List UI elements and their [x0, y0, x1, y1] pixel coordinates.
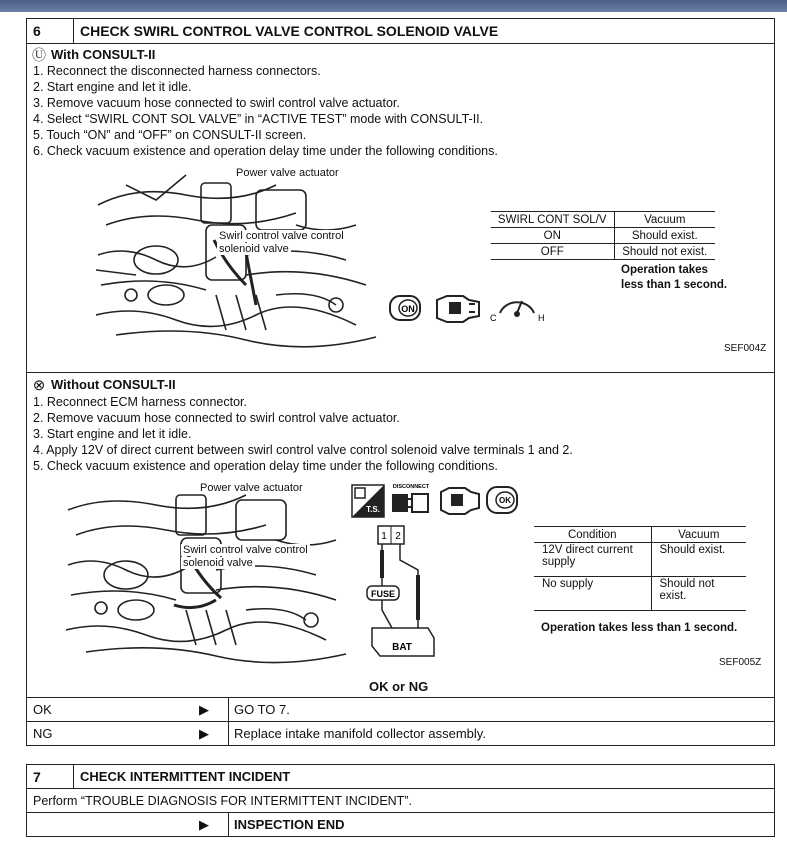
gauge-h-label: H	[538, 313, 545, 323]
terminal-2-label: 2	[395, 531, 401, 542]
table-cell: 12V direct current supply	[534, 543, 651, 577]
note-line: Operation takes	[621, 264, 708, 276]
table-cell: OFF	[491, 244, 614, 260]
ts-icon	[351, 484, 385, 518]
step-item: 1. Reconnect ECM harness connector.	[33, 395, 248, 409]
callout-solenoid-valve-1a: Swirl control valve control	[219, 230, 344, 242]
step-item: 3. Remove vacuum hose connected to swirl control valve actuator.	[33, 96, 400, 110]
arrow-right-icon: ▶	[199, 702, 209, 717]
temperature-gauge-icon	[486, 293, 548, 325]
ts-icon-text: T.S.	[366, 505, 380, 514]
figure-code-sef005z: SEF005Z	[719, 657, 762, 668]
ignition-ok-icon	[485, 484, 521, 516]
arrow-right-icon: ▶	[199, 817, 209, 832]
step-item: 2. Start engine and let it idle.	[33, 80, 192, 94]
step-item: 6. Check vacuum existence and operation delay time under the following conditions.	[33, 144, 498, 158]
table-header: SWIRL CONT SOL/V	[491, 212, 614, 228]
table-header: Condition	[534, 527, 651, 543]
disconnect-icon-text: DISCONNECT	[392, 484, 430, 490]
operation-note-2: Operation takes less than 1 second.	[541, 622, 738, 634]
ignition-on-icon	[388, 293, 424, 323]
gauge-c-label: C	[490, 313, 497, 323]
consult-icon: Ⓤ	[32, 46, 46, 63]
step-item: 4. Select “SWIRL CONT SOL VALVE” in “ACTIVE TEST” mode with CONSULT-II.	[33, 112, 484, 126]
step-item: 2. Remove vacuum hose connected to swirl control valve actuator.	[33, 411, 400, 425]
callout-solenoid-valve-1b: solenoid valve	[219, 243, 289, 255]
step-item: 3. Start engine and let it idle.	[33, 427, 192, 441]
table-cell: Should not exist.	[659, 578, 715, 602]
result-ok-action[interactable]: GO TO 7.	[234, 702, 290, 717]
without-consult-steps	[33, 394, 573, 474]
arrow-right-icon: ▶	[199, 726, 209, 741]
step-item: 5. Touch “ON” and “OFF” on CONSULT-II screen.	[33, 128, 307, 142]
engine-icon-2	[437, 484, 483, 516]
callout-power-valve-actuator-2: Power valve actuator	[200, 482, 303, 494]
step7-number: 7	[33, 769, 41, 785]
disconnect-icon	[388, 482, 434, 518]
table-header: Vacuum	[644, 213, 686, 226]
table-cell: Should exist.	[659, 544, 726, 556]
step-item: 5. Check vacuum existence and operation delay time under the following conditions.	[33, 459, 498, 473]
without-consult-heading	[32, 377, 176, 392]
terminal-1-label: 1	[381, 531, 387, 542]
step6-number: 6	[33, 23, 41, 39]
result-ng-action: Replace intake manifold collector assembly.	[234, 726, 486, 741]
operation-note-1	[621, 263, 727, 293]
window-top-bar	[0, 0, 787, 12]
step-item: 1. Reconnect the disconnected harness connectors.	[33, 64, 321, 78]
condition-vacuum-table	[534, 526, 746, 611]
result-ok-label: OK	[33, 702, 52, 717]
engine-running-icon	[433, 292, 483, 324]
inspection-end-label: INSPECTION END	[234, 817, 345, 832]
callout-power-valve-actuator-1: Power valve actuator	[236, 167, 339, 179]
step7-title: CHECK INTERMITTENT INCIDENT	[80, 769, 291, 784]
swirl-sol-vacuum-table	[491, 211, 715, 260]
with-consult-heading	[32, 47, 155, 62]
engine-illustration-1	[96, 165, 386, 355]
with-consult-label: With CONSULT-II	[51, 47, 156, 62]
step7-body: Perform “TROUBLE DIAGNOSIS FOR INTERMITTENT INCIDENT”.	[33, 794, 412, 808]
note-line: less than 1 second.	[621, 279, 728, 291]
with-consult-steps	[33, 63, 498, 159]
battery-wiring-diagram	[352, 520, 442, 660]
table-header: Vacuum	[678, 528, 720, 541]
callout-solenoid-valve-2a: Swirl control valve control	[183, 544, 308, 556]
battery-label: BAT	[392, 642, 412, 653]
engine-illustration-2	[66, 480, 356, 670]
ok-or-ng-heading: OK or NG	[369, 679, 429, 694]
ignition-on-text: ON	[401, 304, 415, 314]
table-cell: No supply	[534, 577, 651, 611]
table-cell: ON	[491, 228, 614, 244]
fuse-label: FUSE	[370, 589, 396, 599]
step6-title: CHECK SWIRL CONTROL VALVE CONTROL SOLENOID VALVE	[80, 23, 499, 39]
result-ng-label: NG	[33, 726, 53, 741]
no-consult-icon: ⊗	[32, 376, 46, 394]
ignition-ok-text: OK	[499, 496, 511, 505]
figure-code-sef004z: SEF004Z	[724, 343, 767, 354]
callout-solenoid-valve-2b: solenoid valve	[183, 557, 253, 569]
step-item: 4. Apply 12V of direct current between swirl control valve control solenoid valve terminals 1 and 2.	[33, 443, 573, 457]
without-consult-label: Without CONSULT-II	[51, 377, 176, 392]
table-cell: Should exist.	[631, 229, 698, 242]
table-cell: Should not exist.	[622, 245, 708, 258]
